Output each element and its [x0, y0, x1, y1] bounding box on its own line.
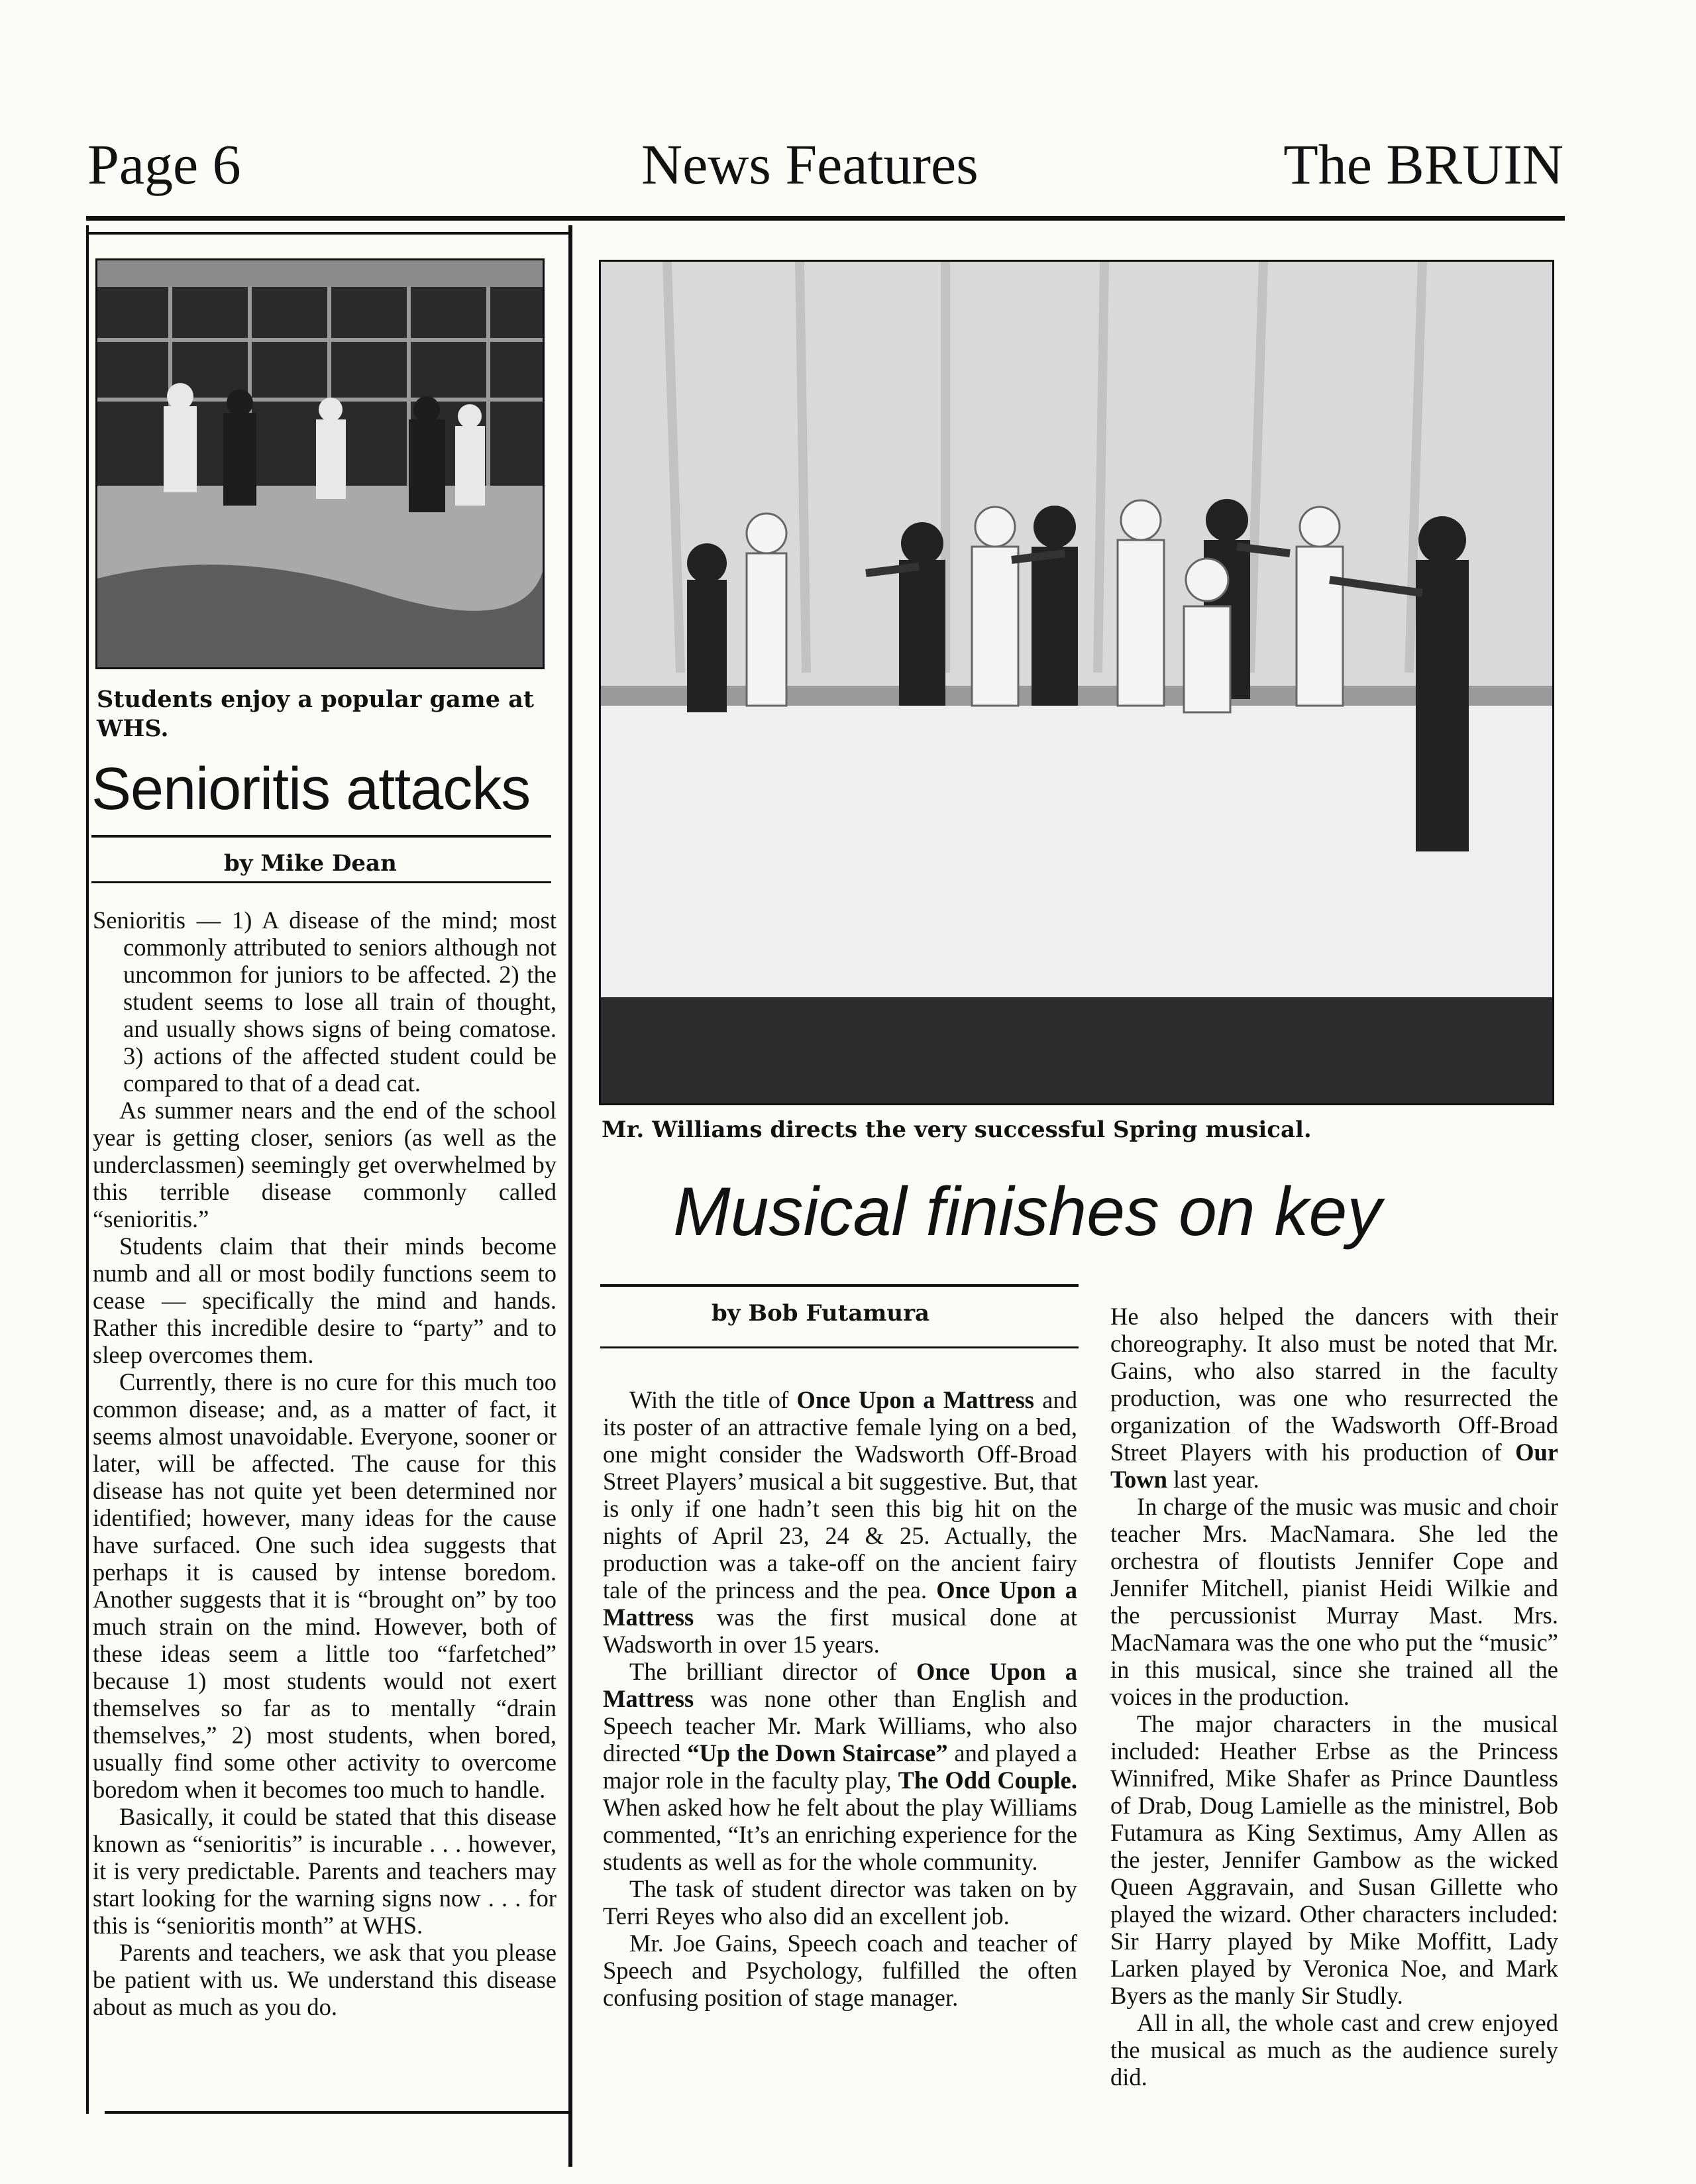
musical-byline: by Bob Futamura [712, 1300, 930, 1327]
show-title: Once Upon a Mattress [603, 1658, 1077, 1712]
text-run: last year. [1167, 1466, 1259, 1493]
text-run: When asked how he felt about the play Williams commented, “It’s an enriching experience for the students as well as for the whole community. [603, 1794, 1077, 1875]
musical-paragraph: All in all, the whole cast and crew enjoyed the musical as much as the audience surely did. [1110, 2009, 1558, 2091]
senioritis-paragraph: As summer nears and the end of the school year is getting closer, seniors (as well as the underclassmen) seemingly get overwhelmed by this terrible disease commonly called “senioritis.” [93, 1097, 556, 1232]
musical-headline: Musical finishes on key [673, 1174, 1382, 1250]
left-column-border [86, 225, 89, 2114]
musical-paragraph: In charge of the music was music and choir teacher Mrs. MacNamara. She led the orchestra of floutists Jennifer Cope and Jennifer Mitchell, pianist Heidi Wilkie and the percussionist Murray Mast. Mrs. MacNamara was the one who put the “music” in this musical, since she trained all the voices in the production. [1110, 1493, 1558, 1710]
musical-top-rule [600, 1284, 1079, 1287]
musical-photo-caption: Mr. Williams directs the very successful Spring musical. [602, 1117, 1312, 1143]
senioritis-paragraph: Students claim that their minds become numb and all or most bodily functions seem to cease — specifically the mind and hands. Rather this incredible desire to “party” and to sleep overcomes them. [93, 1232, 556, 1368]
left-bottom-rule [105, 2111, 568, 2114]
newspaper-name: The BRUIN [1283, 133, 1564, 196]
musical-paragraph: The major characters in the musical included: Heather Erbse as the Princess Winnifred, Mike Shafer as Prince Dauntless of Drab, Doug Lamielle as the ministrel, Bob Futamura as King Sextimus, Amy Allen as the jester, Jennifer Gambow as the wicked Queen Aggravain, and Susan Gillette who played the wizard. Other characters included: Sir Harry played by Mike Moffitt, Lady Larken played by Veronica Noe, and Mark Byers as the manly Sir Studly. [1110, 1710, 1558, 2009]
show-title: The Odd Couple. [898, 1767, 1077, 1794]
musical-paragraph [603, 1658, 1077, 1875]
senioritis-paragraph: Senioritis — 1) A disease of the mind; most commonly attributed to seniors although not uncommon for juniors to be affected. 2) the student seems to lose all train of thought, and usually shows signs of being comatose. 3) actions of the affected student could be compared to that of a dead cat. [93, 906, 556, 1097]
musical-paragraph [1110, 1303, 1558, 1493]
text-run: and played a major role in the faculty play, [603, 1739, 1077, 1794]
senioritis-paragraph: Parents and teachers, we ask that you please be patient with us. We understand this disease about as much as you do. [93, 1939, 556, 2020]
show-title: Our Town [1110, 1439, 1558, 1493]
musical-paragraph: Mr. Joe Gains, Speech coach and teacher of Speech and Psychology, fulfilled the often confusing position of stage manager. [603, 1930, 1077, 2011]
senioritis-paragraph: Basically, it could be stated that this disease known as “senioritis” is incurable . . . however, it is very predictable. Parents and teachers may start looking for the warning signs now . . . for this is “senioritis month” at WHS. [93, 1803, 556, 1939]
text-run: The brilliant director of [629, 1658, 917, 1685]
header-rule [86, 216, 1565, 221]
musical-paragraph [603, 1386, 1077, 1658]
show-title: “Up the Down Staircase” [687, 1739, 948, 1767]
senioritis-headline: Senioritis attacks [91, 756, 531, 822]
show-title: Once Upon a Mattress [796, 1386, 1035, 1413]
column-divider [568, 225, 572, 2167]
musical-photo [599, 260, 1554, 1105]
senioritis-paragraph: Currently, there is no cure for this much too common disease; and, as a matter of fact, it seems almost unavoidable. Everyone, sooner or later, will be affected. The cause for this disease has not quite yet been determined nor identified; however, many ideas for the cause have surfaced. One such idea suggests that perhaps it is caused by intense boredom. Another suggests that it is “brought on” by too much strain on the mind. However, both of these ideas seem a little too “farfetched” because 1) most students would not exert themselves so far as to mentally “drain themselves,” 2) most students, when bored, usually find some other activity to overcome boredom when it becomes too much to handle. [93, 1368, 556, 1803]
text-run: He also helped the dancers with their choreography. It also must be noted that Mr. Gains, who also starred in the faculty production, was one who resurrected the organization of the Wadsworth Off-Broad Street Players with his production of [1110, 1303, 1558, 1466]
left-top-rule [86, 232, 570, 235]
text-run: With the title of [629, 1386, 797, 1413]
section-title: News Features [641, 133, 979, 196]
game-photo [95, 258, 545, 669]
text-run: was none other than English and Speech teacher Mr. Mark Williams, who also directed [603, 1685, 1077, 1767]
page-number: Page 6 [87, 133, 241, 196]
text-run: was the first musical done at Wadsworth in over 15 years. [603, 1604, 1077, 1658]
game-photo-caption: Students enjoy a popular game at WHS. [97, 686, 535, 742]
musical-body-col1 [603, 1386, 1077, 2011]
musical-body-col2 [1110, 1303, 1558, 2091]
musical-byline-rule [600, 1346, 1079, 1348]
senioritis-byline-rule [91, 881, 551, 883]
senioritis-byline: by Mike Dean [224, 850, 397, 877]
text-run: and its poster of an attractive female lying on a bed, one might consider the Wadsworth Off-Broad Street Players’ musical a bit suggestive. But, that is only if one hadn’t seen this big hit on the nights of April 23, 24 & 25. Actually, the production was a take-off on the ancient fairy tale of the princess and the pea. [603, 1386, 1078, 1604]
senioritis-body [93, 906, 556, 2020]
senioritis-rule [91, 835, 551, 838]
musical-paragraph: The task of student director was taken on by Terri Reyes who also did an excellent job. [603, 1875, 1077, 1930]
show-title: Once Upon a Mattress [603, 1576, 1077, 1631]
